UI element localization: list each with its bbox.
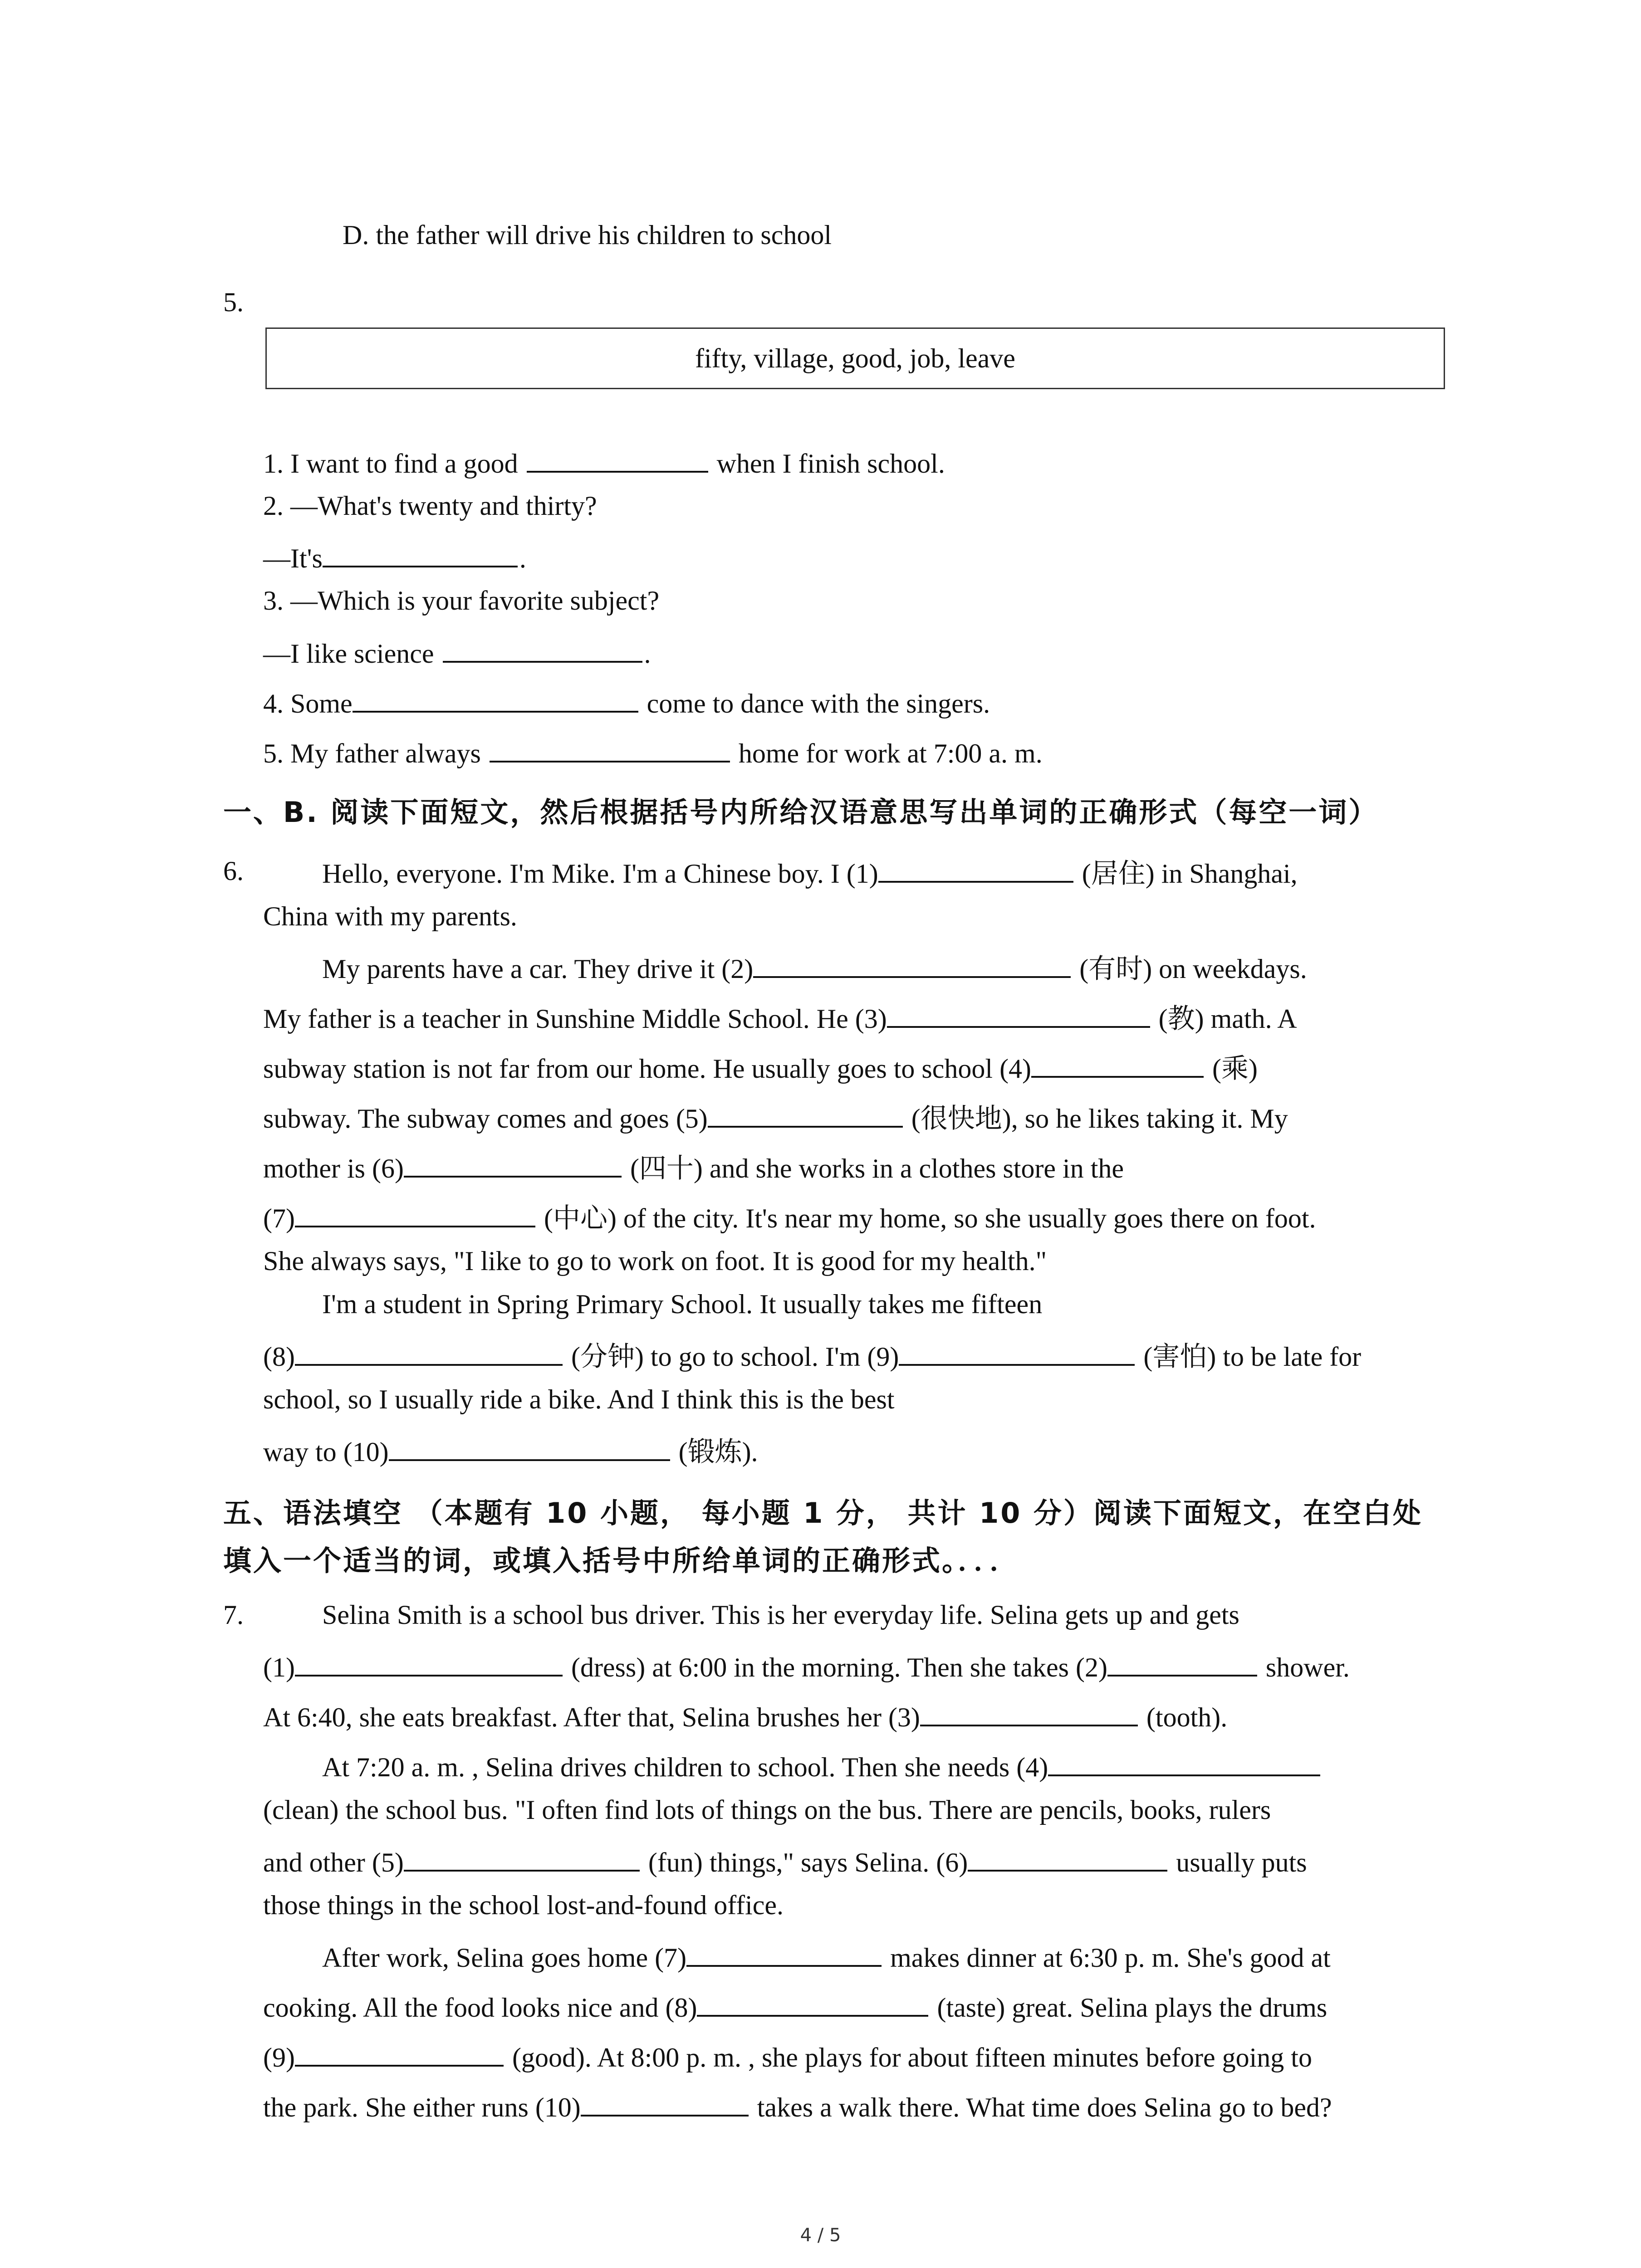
q5-item-3-answer: —I like science . <box>263 637 651 667</box>
q7-line-6: and other (5) (fun) things," says Selina. (6) usually puts <box>263 1846 1307 1876</box>
answer-blank[interactable] <box>899 1340 1135 1366</box>
q5-item-5: 5. My father always home for work at 7:00 a. m. <box>263 737 1043 767</box>
q6-line-5: subway station is not far from our home. He usually goes to school (4) (乘) <box>263 1052 1258 1082</box>
q5-number: 5. <box>223 287 244 317</box>
q6-line-11: (8) (分钟) to go to school. I'm (9) (害怕) to be late for <box>263 1340 1361 1370</box>
q6-line-10: I'm a student in Spring Primary School. It usually takes me fifteen <box>322 1289 1043 1319</box>
answer-blank[interactable] <box>968 1846 1167 1872</box>
q7-line-11: the park. She either runs (10) takes a walk there. What time does Selina go to bed? <box>263 2091 1332 2121</box>
answer-blank[interactable] <box>323 542 518 567</box>
q6-line-12: school, so I usually ride a bike. And I think this is the best <box>263 1384 895 1414</box>
answer-blank[interactable] <box>295 2041 504 2067</box>
q5-item-1: 1. I want to find a good when I finish school. <box>263 447 945 477</box>
answer-blank[interactable] <box>389 1436 670 1461</box>
q5-item-4: 4. Some come to dance with the singers. <box>263 687 990 717</box>
answer-blank[interactable] <box>1107 1651 1257 1677</box>
answer-blank[interactable] <box>295 1202 535 1227</box>
section-b-heading: 一、B. 阅读下面短文，然后根据括号内所给汉语意思写出单词的正确形式（每空一词） <box>223 796 1379 829</box>
q7-line-2: (1) (dress) at 6:00 in the morning. Then she takes (2) shower. <box>263 1651 1350 1681</box>
answer-blank[interactable] <box>753 953 1071 978</box>
q7-line-9: cooking. All the food looks nice and (8) (taste) great. Selina plays the drums <box>263 1991 1327 2021</box>
q6-line-8: (7) (中心) of the city. It's near my home, so she usually goes there on foot. <box>263 1202 1316 1232</box>
answer-blank[interactable] <box>887 1002 1150 1028</box>
word-bank-box <box>265 327 1445 389</box>
q7-number: 7. <box>223 1600 244 1630</box>
q6-line-13: way to (10) (锻炼). <box>263 1436 758 1466</box>
section-5-heading-line-1: 五、语法填空 （本题有 10 小题， 每小题 1 分， 共计 10 分）阅读下面短文，在空白处 <box>223 1496 1423 1530</box>
q7-line-8: After work, Selina goes home (7) makes dinner at 6:30 p. m. She's good at <box>322 1941 1331 1971</box>
q7-line-5: (clean) the school bus. "I often find lots of things on the bus. There are pencils, books, rulers <box>263 1795 1271 1825</box>
answer-blank[interactable] <box>443 637 642 663</box>
answer-blank[interactable] <box>920 1701 1138 1726</box>
answer-blank[interactable] <box>686 1941 882 1967</box>
q5-item-2-answer: —It's . <box>263 542 526 572</box>
answer-blank[interactable] <box>581 2091 749 2116</box>
q6-line-9: She always says, "I like to go to work on foot. It is good for my health." <box>263 1246 1047 1276</box>
answer-blank[interactable] <box>1031 1052 1204 1078</box>
answer-blank[interactable] <box>878 857 1073 883</box>
q4-option-d: D. the father will drive his children to school <box>343 220 832 250</box>
q6-line-3: My parents have a car. They drive it (2) (有时) on weekdays. <box>322 953 1307 982</box>
q6-line-7: mother is (6) (四十) and she works in a clothes store in the <box>263 1152 1124 1182</box>
q7-line-3: At 6:40, she eats breakfast. After that, Selina brushes her (3) (tooth). <box>263 1701 1227 1731</box>
answer-blank[interactable] <box>295 1651 563 1677</box>
answer-blank[interactable] <box>1048 1751 1320 1776</box>
q5-item-2: 2. —What's twenty and thirty? <box>263 491 597 521</box>
q7-line-7: those things in the school lost-and-found office. <box>263 1890 784 1920</box>
q6-line-2: China with my parents. <box>263 901 517 931</box>
answer-blank[interactable] <box>353 687 638 713</box>
answer-blank[interactable] <box>404 1846 640 1872</box>
word-bank-text: fifty, village, good, job, leave <box>695 343 1015 373</box>
q7-line-1: Selina Smith is a school bus driver. This is her everyday life. Selina gets up and gets <box>322 1600 1239 1630</box>
q6-line-6: subway. The subway comes and goes (5) (很快地), so he likes taking it. My <box>263 1102 1288 1132</box>
q6-line-4: My father is a teacher in Sunshine Middle School. He (3) (教) math. A <box>263 1002 1297 1032</box>
answer-blank[interactable] <box>527 447 708 473</box>
q6-number: 6. <box>223 856 244 886</box>
answer-blank[interactable] <box>490 737 730 763</box>
page-number: 4 / 5 <box>800 2225 841 2246</box>
q7-line-10: (9) (good). At 8:00 p. m. , she plays for about fifteen minutes before going to <box>263 2041 1312 2071</box>
q7-line-4: At 7:20 a. m. , Selina drives children to school. Then she needs (4) <box>322 1751 1322 1781</box>
answer-blank[interactable] <box>295 1340 563 1366</box>
q5-item-3: 3. —Which is your favorite subject? <box>263 586 660 616</box>
answer-blank[interactable] <box>697 1991 928 2017</box>
answer-blank[interactable] <box>708 1102 903 1128</box>
section-5-heading-line-2: 填入一个适当的词，或填入括号中所给单词的正确形式。．．． <box>223 1544 1020 1577</box>
q6-line-1: Hello, everyone. I'm Mike. I'm a Chinese boy. I (1) (居住) in Shanghai, <box>322 857 1298 887</box>
answer-blank[interactable] <box>404 1152 622 1178</box>
